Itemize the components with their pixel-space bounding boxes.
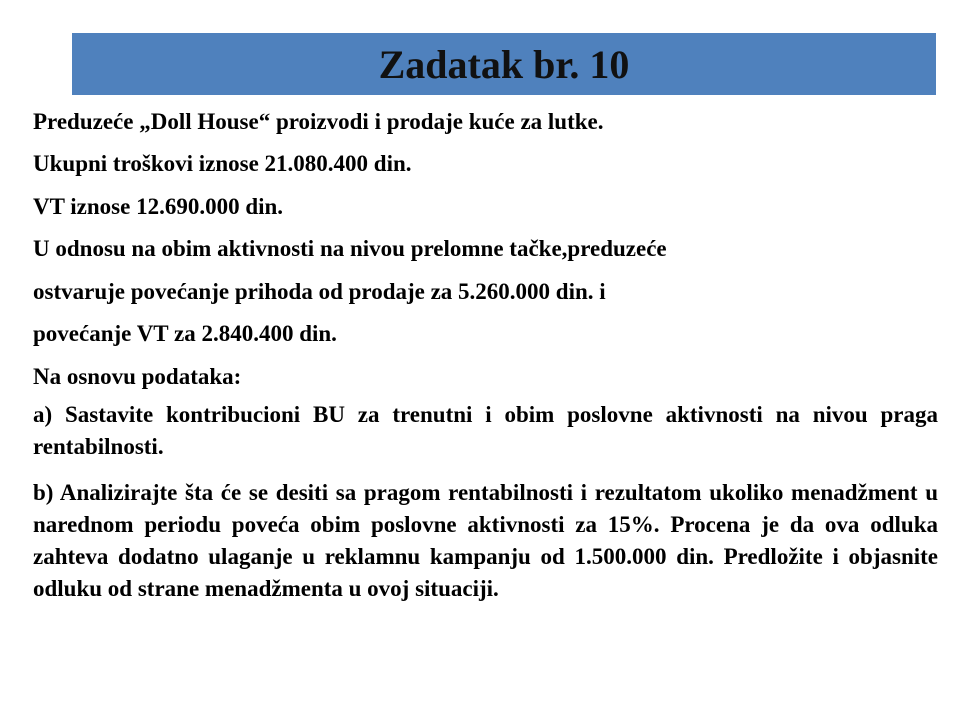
text-line-variable-costs: VT iznose 12.690.000 din. [33, 194, 284, 219]
text-line-breakeven-2: ostvaruje povećanje prihoda od prodaje za 5.260.000 din. i [33, 279, 606, 304]
task-b: b) Analizirajte šta će se desiti sa pragom rentabilnosti i rezultatom ukoliko menadžment u narednom periodu poveća obim poslovne aktivnosti za 15%. Procena je da ova odluka zahteva dodatno ulaganje u reklamnu kampanju od 1.500.000 din. Predložite i objasnite odluku od strane menadžmenta u ovoj situaciji. [33, 480, 938, 601]
task-a: a) Sastavite kontribucioni BU za trenutni i obim poslovne aktivnosti na nivou praga rentabilnosti. [33, 402, 938, 459]
text-line-breakeven-3: povećanje VT za 2.840.400 din. [33, 321, 337, 346]
text-line-total-costs: Ukupni troškovi iznose 21.080.400 din. [33, 151, 412, 176]
text-line-breakeven-1: U odnosu na obim aktivnosti na nivou prelomne tačke,preduzeće [33, 236, 667, 261]
text-line-based-on-data: Na osnovu podataka: [33, 364, 242, 389]
title-bar [72, 33, 936, 95]
text-line-company: Preduzeće „Doll House“ proizvodi i prodaje kuće za lutke. [33, 109, 604, 134]
slide-title: Zadatak br. 10 [378, 42, 630, 87]
